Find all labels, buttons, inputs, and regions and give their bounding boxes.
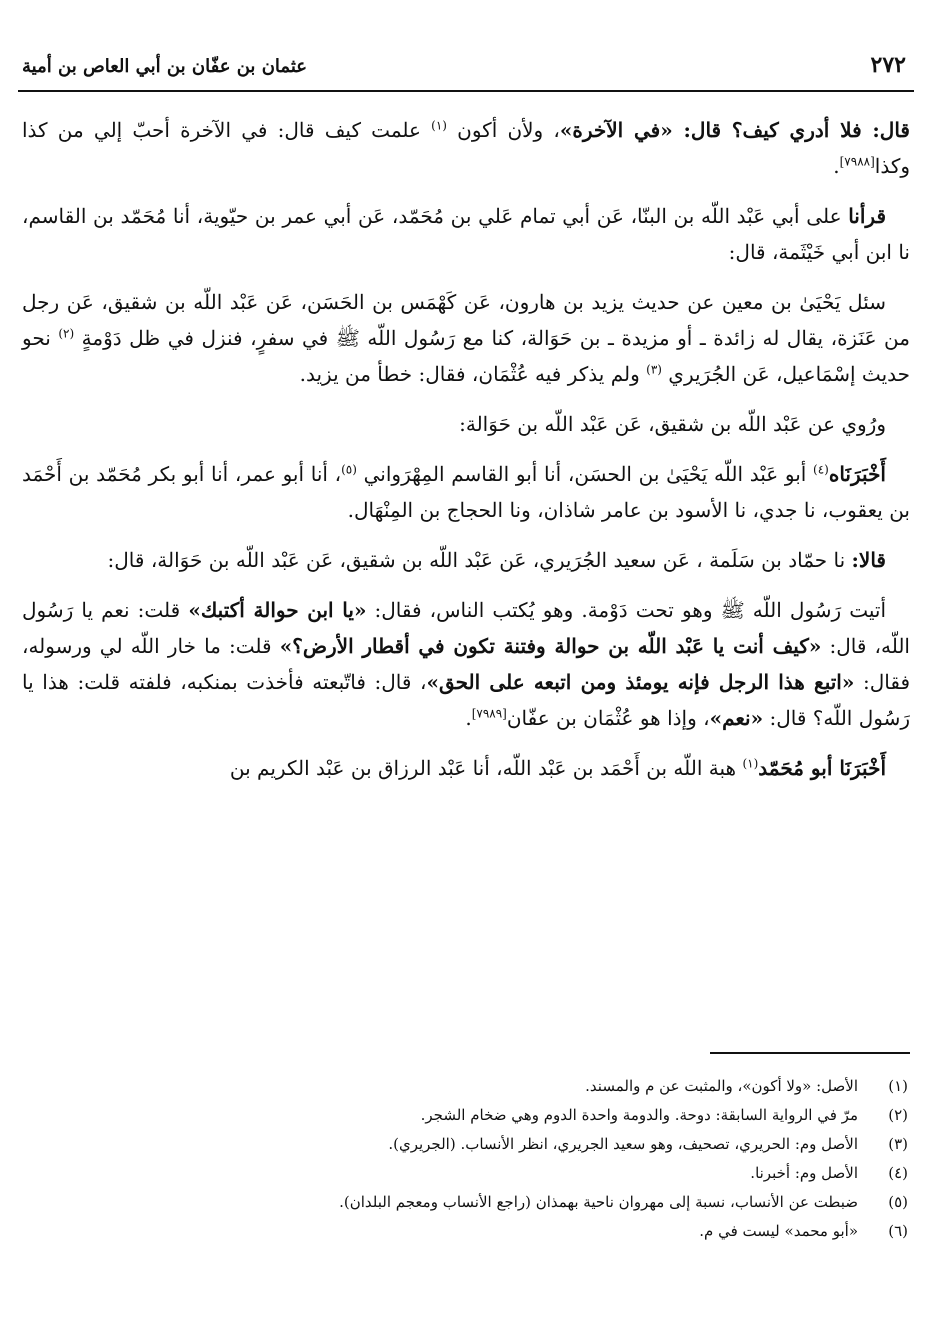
footnote-marker-6: (١): [742, 756, 759, 771]
footnote-number: (٣): [888, 1135, 908, 1153]
paragraph-8: [22, 750, 910, 786]
footnote: [40, 1217, 908, 1246]
p7-text-4: ، قال: فاتّبعته فأخذت بمنكبه، فلفته قلت: هذا يا رَسُول اللّه؟ قال:: [22, 670, 910, 730]
paragraph-7: [22, 592, 910, 736]
footnotes: [40, 1072, 908, 1246]
footnote-number: (٦): [888, 1222, 908, 1240]
p4-text: ورُوي عن عَبْد اللّه بن شقيق، عَن عَبْد اللّه بن حَوَالة:: [459, 412, 886, 436]
footnote-marker-5: (٥): [341, 462, 357, 477]
p2-text: على أبي عَبْد اللّه بن البنّا، عَن أبي تمام عَلي بن مُحَمّد، عَن أبي عمر بن حيّوية، أنا مُحَمّد بن القاسم، نا ابن أبي خَيْثَمة، قال:: [22, 204, 910, 264]
footnote-marker-3: (٣): [646, 362, 662, 377]
hadith-ref-2: [٧٩٨٩]: [471, 706, 507, 721]
paragraph-1: [22, 112, 910, 184]
footnote: [40, 1188, 908, 1217]
p1-quote: قال: فلا أدري كيف؟ قال: «في الآخرة»: [559, 118, 910, 142]
footnote-marker-2: (٢): [58, 326, 75, 341]
p3-text: سئل يَحْيَىٰ بن معين عن حديث يزيد بن هارون، عَن كَهْمَس بن الحَسَن، عَن عَبْد اللّه بن شقيق، عَن رجل من عَنَزة، يقال له زائدة ـ أو مزيدة ـ بن حَوَالة، كنا مع رَسُول اللّه ﷺ في سفرٍ، فنزل في ظل دَوْمةٍ: [22, 290, 910, 350]
p3-text-3: ولم يذكر فيه عُثْمَان، فقال: خطأ من يزيد.: [299, 362, 647, 386]
p1-text: ، ولأن أكون: [446, 118, 560, 142]
p7-quote-4: «نعم»: [709, 706, 764, 730]
footnote-number: (٥): [888, 1193, 908, 1211]
p2-lead: قرأنا: [848, 204, 886, 228]
p1-text-2: علمت كيف قال: في الآخرة أحبّ إلي من كذا وكذا: [22, 118, 910, 178]
p7-quote-1: «يا ابن حوالة أكتبك»: [188, 598, 367, 622]
p1-end: .: [833, 154, 840, 178]
footnote-divider: [710, 1052, 910, 1054]
footnote-text: مرّ في الرواية السابقة: دوحة. والدومة واحدة الدوم وهي ضخام الشجر.: [420, 1106, 858, 1124]
p7-quote-2: «كيف أنت يا عَبْد اللّه بن حوالة وفتنة تكون في أقطار الأرض؟»: [279, 634, 822, 658]
running-title: عثمان بن عفّان بن أبي العاص بن أمية: [22, 56, 307, 77]
footnote: [40, 1130, 908, 1159]
paragraph-5: [22, 456, 910, 528]
p5-text-2: ، أنا أبو عمر، أنا أبو بكر مُحَمّد بن أَحْمَد بن يعقوب، نا جدي، نا الأسود بن عامر شاذان، ونا الحجاج بن المِنْهَال.: [22, 462, 910, 522]
p7-quote-3: «اتبع هذا الرجل فإنه يومئذ ومن اتبعه على الحق»: [426, 670, 855, 694]
footnote-number: (١): [888, 1077, 908, 1095]
p8-lead: أَخْبَرَنَا أبو مُحَمّد: [758, 756, 886, 780]
p7-text-2: قلت: نعم يا رَسُول اللّه، قال:: [22, 598, 910, 658]
footnote-text: الأصل وم: الحريري، تصحيف، وهو سعيد الجريري، انظر الأنساب. (الجريري).: [388, 1135, 858, 1153]
paragraph-3: [22, 284, 910, 392]
footnote-number: (٢): [888, 1106, 908, 1124]
p8-text: هبة اللّه بن أَحْمَد بن عَبْد اللّه، أنا عَبْد الرزاق بن عَبْد الكريم بن: [229, 756, 743, 780]
footnote-text: ضبطت عن الأنساب، نسبة إلى مهروان ناحية بهمذان (راجع الأنساب ومعجم البلدان).: [339, 1193, 858, 1211]
paragraph-6: [22, 542, 910, 578]
page-header: [18, 48, 914, 92]
p5-lead: أَخْبَرَنَاه: [828, 462, 886, 486]
footnote-text: «أبو محمد» ليست في م.: [699, 1222, 858, 1240]
p5-text: أبو عَبْد اللّه يَحْيَىٰ بن الحسَن، أنا أبو القاسم المِهْرَواني: [356, 462, 814, 486]
main-text: [22, 112, 910, 800]
footnote: [40, 1159, 908, 1188]
paragraph-4: [22, 406, 910, 442]
paragraph-2: [22, 198, 910, 270]
p6-text: نا حمّاد بن سَلَمة ، عَن سعيد الجُرَيري، عَن عَبْد اللّه بن شقيق، عَن عَبْد اللّه بن حَوَالة، قال:: [107, 548, 852, 572]
p7-text-3: قلت: ما خار اللّه لي ورسوله، فقال:: [22, 634, 911, 694]
p7-end: .: [465, 706, 472, 730]
p7-text-5: ، وإذا هو عُثْمَان بن عفّان: [506, 706, 710, 730]
footnote-marker-4: (٤): [813, 462, 829, 477]
p7-text: أتيت رَسُول اللّه ﷺ وهو تحت دَوْمة. وهو يُكتب الناس، فقال:: [366, 598, 887, 622]
footnote-text: الأصل: «ولا أكون»، والمثبت عن م والمسند.: [585, 1077, 858, 1095]
p6-lead: قالا:: [851, 548, 886, 572]
p3-text-2: نحو حديث إسْمَاعيل، عَن الجُرَيري: [22, 326, 910, 386]
footnote-marker-1: (١): [431, 118, 447, 133]
footnote-number: (٤): [888, 1164, 908, 1182]
page-number: ٢٧٢: [870, 52, 906, 78]
hadith-ref: [٧٩٨٨]: [839, 154, 875, 169]
footnote-text: الأصل وم: أخبرنا.: [750, 1164, 858, 1182]
footnote: [40, 1072, 908, 1101]
footnote: [40, 1101, 908, 1130]
